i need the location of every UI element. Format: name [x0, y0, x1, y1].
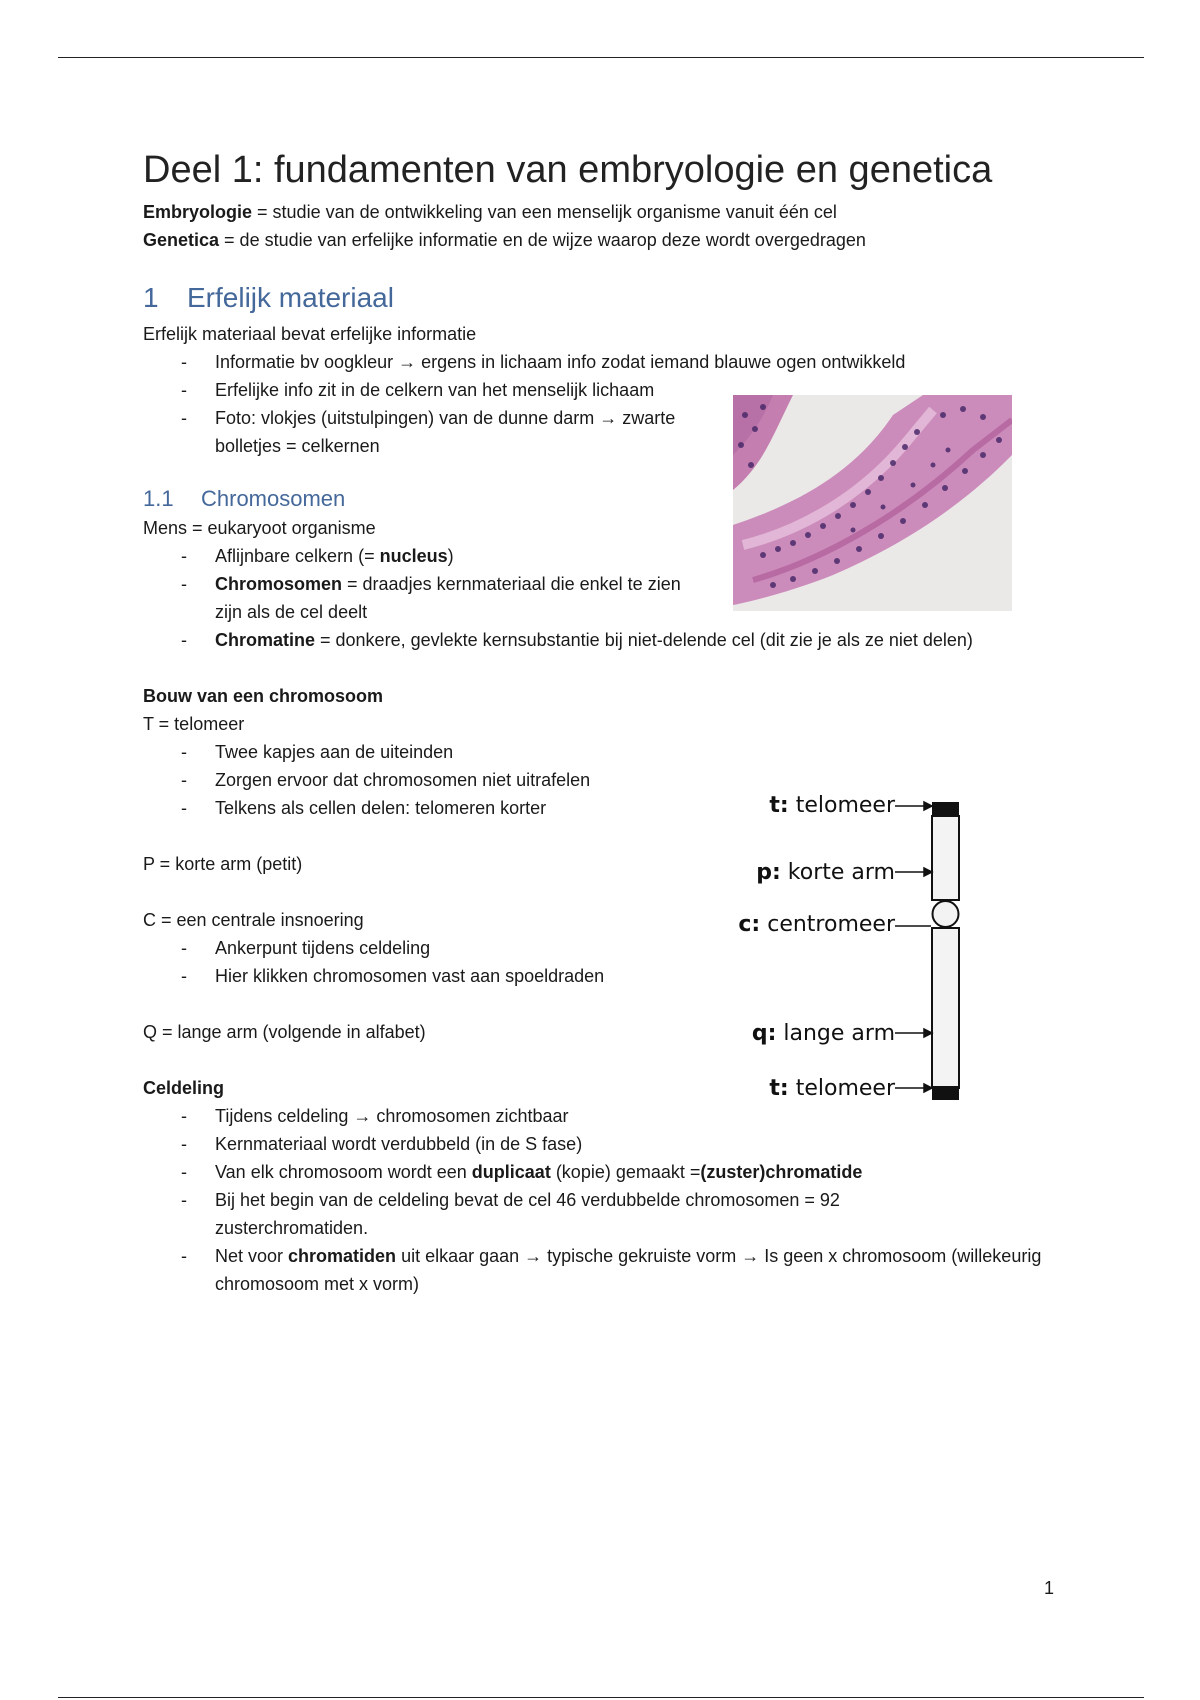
label-short-arm: p: korte arm	[756, 860, 895, 885]
list-item	[143, 1242, 1063, 1298]
section-number: 1	[143, 282, 159, 313]
label-c: C = een centrale insnoering	[143, 910, 364, 930]
text: = draadjes kernmateriaal die enkel te zien zijn als de cel deelt	[215, 574, 681, 622]
section-intro: Mens = eukaryoot organisme	[143, 518, 376, 538]
text: uit elkaar gaan → typische gekruiste vorm → Is geen x chromosoom (willekeurig chromosoom met x vorm)	[215, 1246, 1042, 1294]
section-title: Chromosomen	[201, 486, 346, 511]
definition-text: = de studie van erfelijke informatie en de wijze waarop deze wordt overgedragen	[219, 230, 866, 250]
villi-micrograph-image	[733, 395, 1012, 611]
short-arm	[932, 816, 959, 900]
section-intro: Erfelijk materiaal bevat erfelijke informatie	[143, 324, 477, 344]
page-title: Deel 1: fundamenten van embryologie en genetica	[143, 149, 993, 191]
telomere-top	[932, 802, 959, 816]
list-item	[143, 626, 1063, 654]
list-item: - Informatie bv oogkleur → ergens in lichaam info zodat iemand blauwe ogen ontwikkeld	[143, 348, 1063, 376]
list-item	[143, 570, 693, 626]
bold-term: chromatiden	[288, 1246, 397, 1266]
definition-text: = studie van de ontwikkeling van een menselijk organisme vanuit één cel	[252, 202, 837, 222]
definition-embryologie	[143, 198, 1063, 226]
text: )	[447, 546, 454, 566]
text: Van elk chromosoom wordt een	[215, 1162, 472, 1182]
section-title: Erfelijk materiaal	[187, 282, 394, 313]
footer-rule	[58, 1697, 1144, 1698]
term: Embryologie	[143, 202, 253, 222]
label-t: T = telomeer	[143, 714, 245, 734]
bold-term: duplicaat	[471, 1162, 551, 1182]
list-item: - Hier klikken chromosomen vast aan spoeldraden	[143, 962, 1063, 990]
label-telomere-top: t: telomeer	[769, 793, 895, 818]
list-item: - Bij het begin van de celdeling bevat de cel 46 verdubbelde chromosomen = 92 zusterchromatiden.	[143, 1186, 975, 1242]
bold-term: nucleus	[379, 546, 448, 566]
bullet-list	[143, 1102, 1063, 1298]
list-item	[143, 1158, 1063, 1186]
telomere-bottom	[932, 1086, 959, 1100]
list-item: - Kernmateriaal wordt verdubbeld (in de S fase)	[143, 1130, 1063, 1158]
centromere	[933, 901, 959, 927]
list-item: - Ankerpunt tijdens celdeling	[143, 934, 1063, 962]
list-item: - Twee kapjes aan de uiteinden	[143, 738, 1063, 766]
list-item: - Zorgen ervoor dat chromosomen niet uitrafelen	[143, 766, 1063, 794]
list-item: - Telkens als cellen delen: telomeren korter	[143, 794, 1063, 822]
label-telomere-bottom: t: telomeer	[769, 1076, 895, 1101]
page-number: 1	[1044, 1578, 1055, 1598]
header-rule	[58, 57, 1144, 58]
label-long-arm: q: lange arm	[751, 1021, 895, 1046]
text: = donkere, gevlekte kernsubstantie bij niet-delende cel (dit zie je als ze niet delen)	[315, 630, 973, 650]
long-arm	[932, 928, 959, 1088]
subheading-bouw: Bouw van een chromosoom	[143, 686, 384, 706]
text: (kopie) gemaakt =	[550, 1162, 701, 1182]
label-p: P = korte arm (petit)	[143, 854, 303, 874]
list-item: - Foto: vlokjes (uitstulpingen) van de dunne darm → zwarte bolletjes = celkernen	[143, 404, 685, 460]
list-item: - Erfelijke info zit in de celkern van het menselijk lichaam	[143, 376, 1063, 404]
definition-genetica	[143, 226, 1063, 254]
label-q: Q = lange arm (volgende in alfabet)	[143, 1022, 426, 1042]
term: Genetica	[143, 230, 220, 250]
subheading-celdeling: Celdeling	[143, 1078, 225, 1098]
villi-micrograph	[733, 395, 1012, 611]
text: Net voor	[215, 1246, 289, 1266]
chromosome-diagram	[735, 790, 1025, 1120]
section-number: 1.1	[143, 486, 174, 511]
bold-term: (zuster)chromatide	[700, 1162, 863, 1182]
section-heading-1	[143, 280, 1063, 316]
bold-term: Chromatine	[215, 630, 316, 650]
text: Aflijnbare celkern (=	[215, 546, 380, 566]
label-centromere: c: centromeer	[738, 912, 895, 937]
list-item: - Tijdens celdeling → chromosomen zichtbaar	[143, 1102, 1063, 1130]
document-body	[143, 148, 1063, 1298]
chromosome-shape	[932, 802, 959, 1100]
bold-term: Chromosomen	[215, 574, 343, 594]
pointer-arrows	[895, 802, 932, 1092]
